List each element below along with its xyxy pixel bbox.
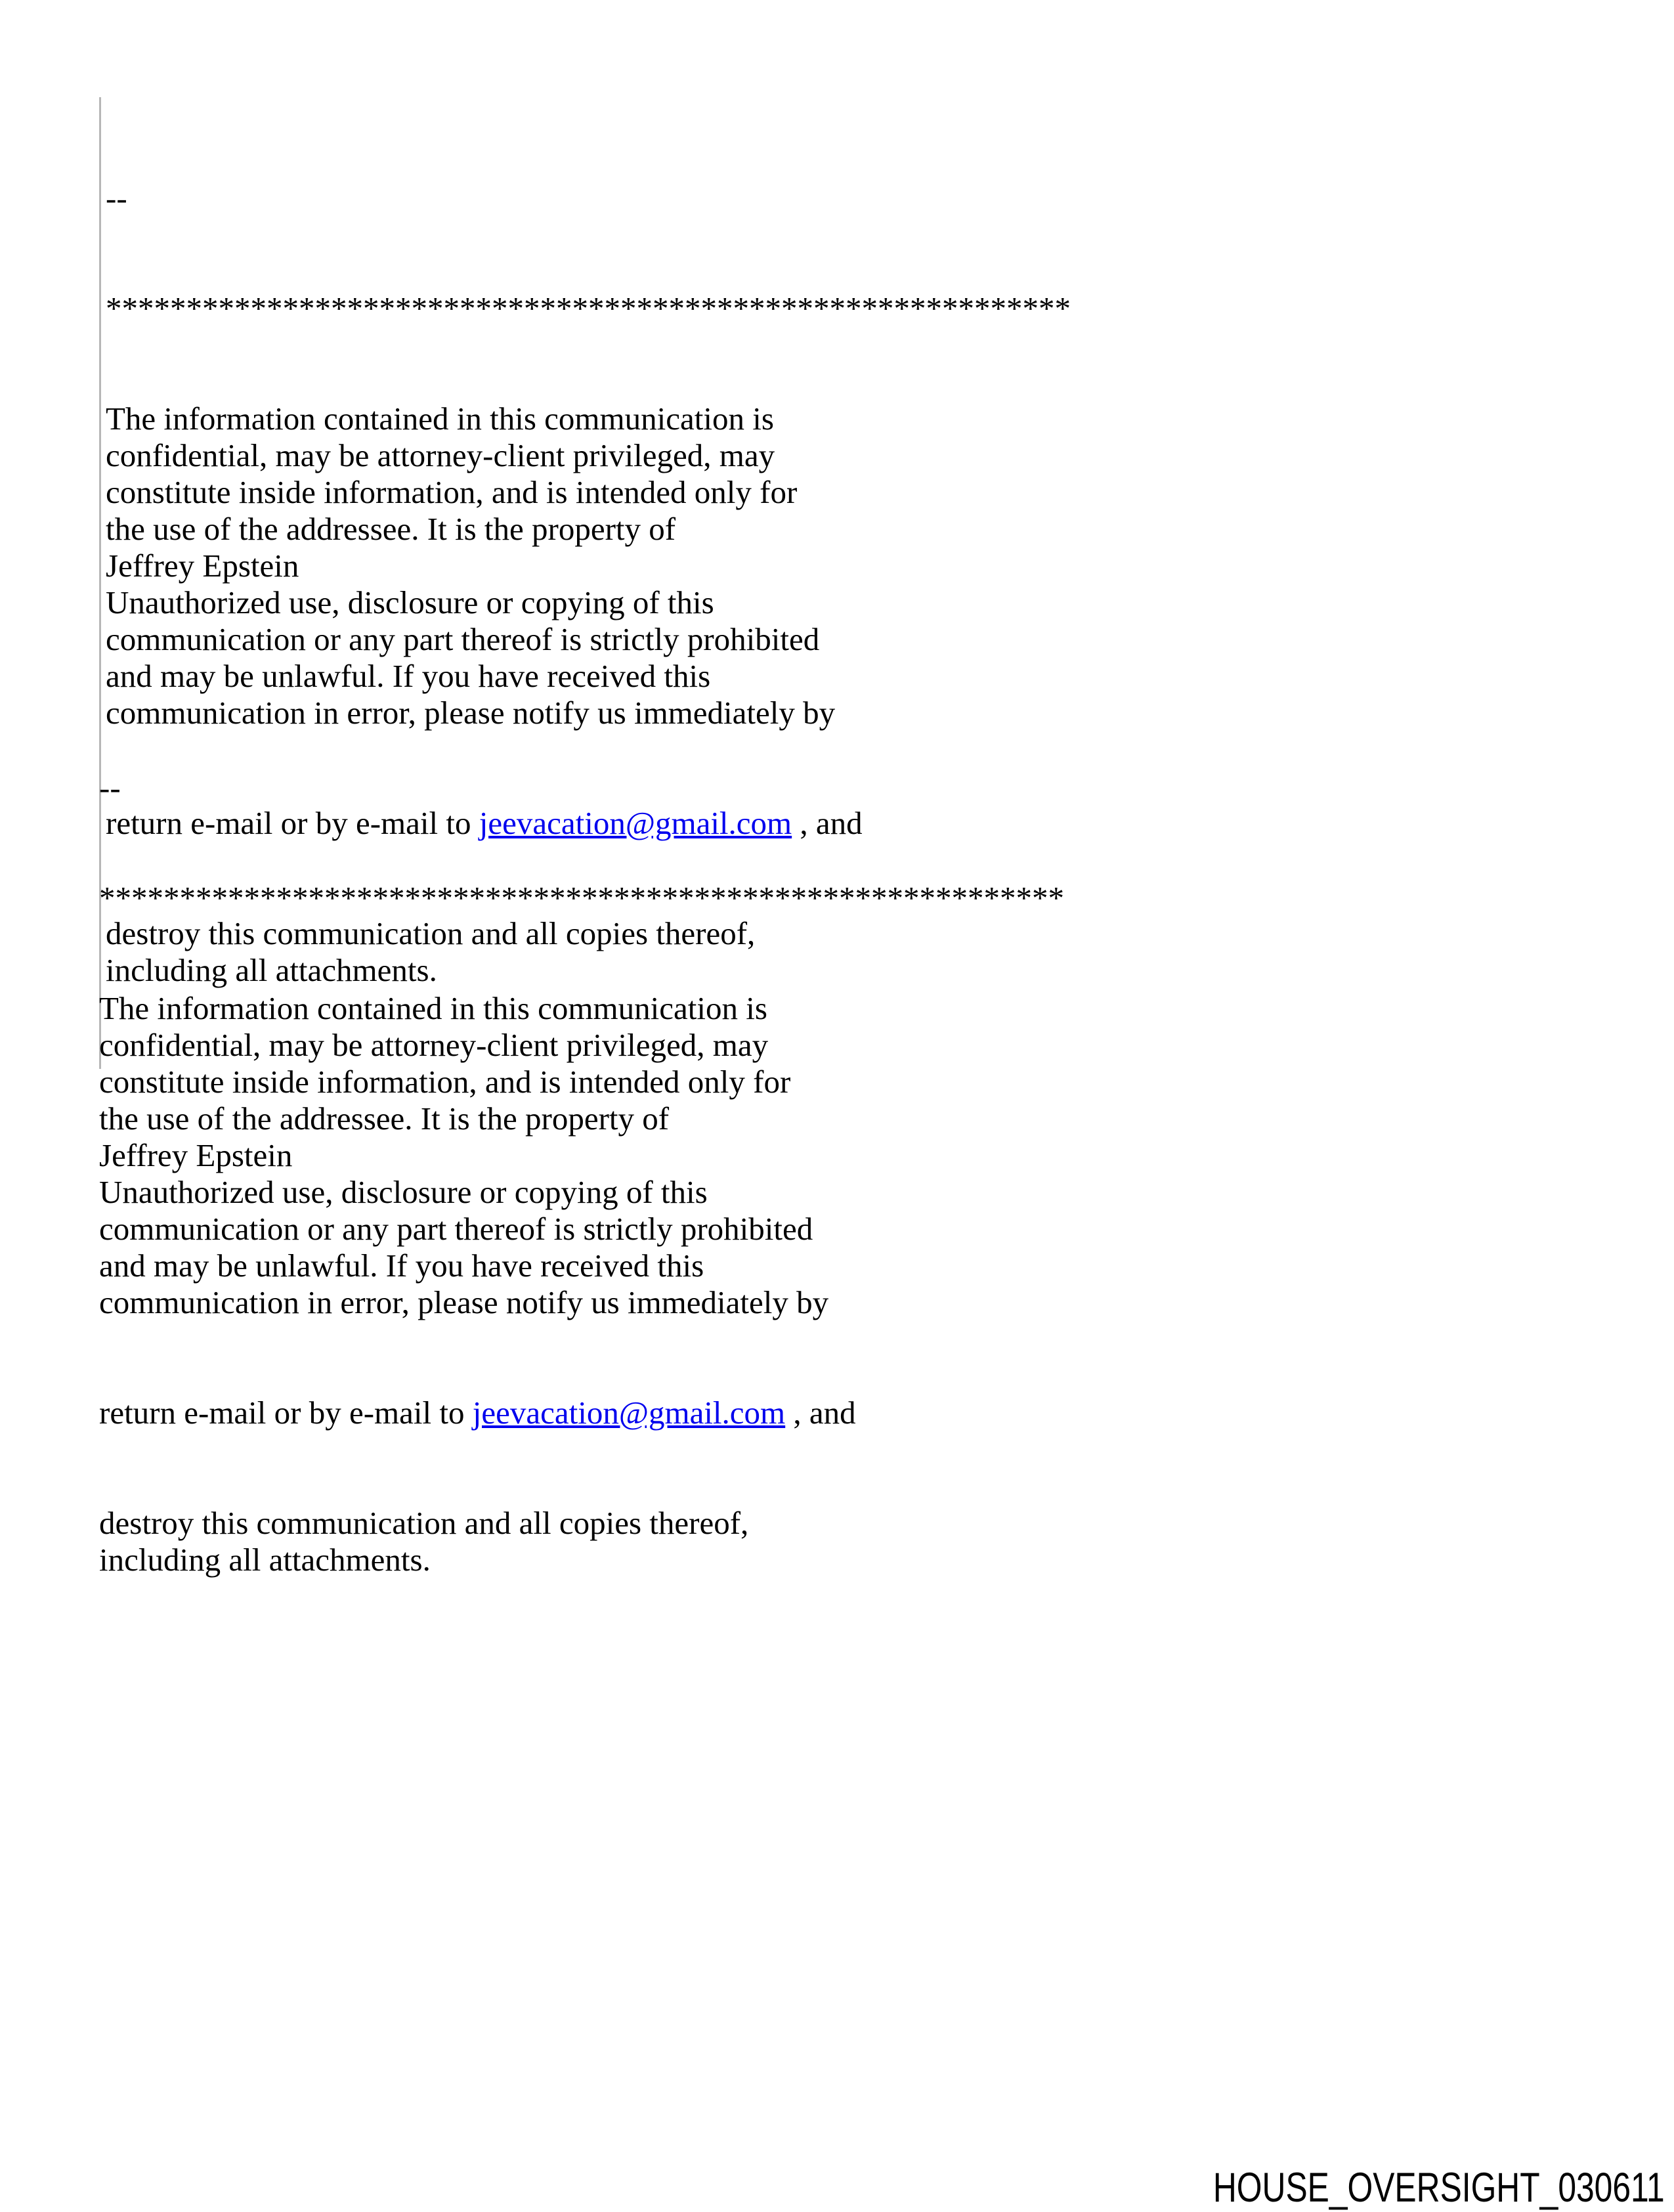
disclaimer-line: confidential, may be attorney-client privileged, may: [106, 437, 775, 473]
link-line-prefix: return e-mail or by e-mail to: [99, 1395, 473, 1431]
disclaimer-line: Unauthorized use, disclosure or copying of this: [99, 1174, 708, 1210]
disclaimer-paragraph-end: [99, 1505, 1064, 1578]
disclaimer-line: The information contained in this communication is: [99, 990, 767, 1026]
disclaimer-line: communication or any part thereof is strictly prohibited: [99, 1211, 813, 1247]
disclaimer-line: Unauthorized use, disclosure or copying of this: [106, 584, 714, 620]
disclaimer-line: and may be unlawful. If you have received this: [99, 1247, 704, 1284]
disclaimer-paragraph: [99, 990, 1064, 1321]
bates-number: HOUSE_OVERSIGHT_030611: [1213, 2164, 1665, 2211]
disclaimer-line: communication in error, please notify us immediately by: [99, 1284, 829, 1320]
disclaimer-line: Jeffrey Epstein: [99, 1137, 293, 1173]
disclaimer-line: including all attachments.: [106, 952, 437, 988]
disclaimer-line: The information contained in this communication is: [106, 401, 774, 437]
disclaimer-line: the use of the addressee. It is the property of: [106, 511, 676, 547]
disclaimer-line: destroy this communication and all copies thereof,: [99, 1505, 749, 1541]
disclaimer-block-plain: [99, 696, 1064, 1652]
separator-dashes: --: [99, 770, 121, 806]
disclaimer-line: the use of the addressee. It is the property of: [99, 1100, 670, 1137]
disclaimer-line: constitute inside information, and is intended only for: [99, 1064, 791, 1100]
email-link[interactable]: jeevacation@gmail.com: [479, 805, 792, 841]
link-line-suffix: , and: [785, 1395, 856, 1431]
disclaimer-line: confidential, may be attorney-client privileged, may: [99, 1027, 769, 1063]
disclaimer-link-line: [99, 1395, 1064, 1431]
link-line-suffix: , and: [792, 805, 863, 841]
email-link[interactable]: jeevacation@gmail.com: [472, 1395, 786, 1431]
disclaimer-paragraph: [106, 401, 1071, 731]
disclaimer-line: communication or any part thereof is strictly prohibited: [106, 621, 820, 657]
asterisk-row: ************************************************************: [106, 290, 1071, 326]
disclaimer-line: constitute inside information, and is intended only for: [106, 474, 798, 510]
disclaimer-line: destroy this communication and all copies thereof,: [106, 915, 756, 951]
link-line-prefix: return e-mail or by e-mail to: [106, 805, 479, 841]
disclaimer-line: including all attachments.: [99, 1542, 431, 1578]
disclaimer-line: and may be unlawful. If you have received this: [106, 658, 711, 694]
disclaimer-line: communication in error, please notify us immediately by: [106, 695, 836, 731]
separator-dashes: --: [106, 180, 127, 216]
disclaimer-line: Jeffrey Epstein: [106, 548, 299, 584]
asterisk-row: ************************************************************: [99, 880, 1064, 916]
